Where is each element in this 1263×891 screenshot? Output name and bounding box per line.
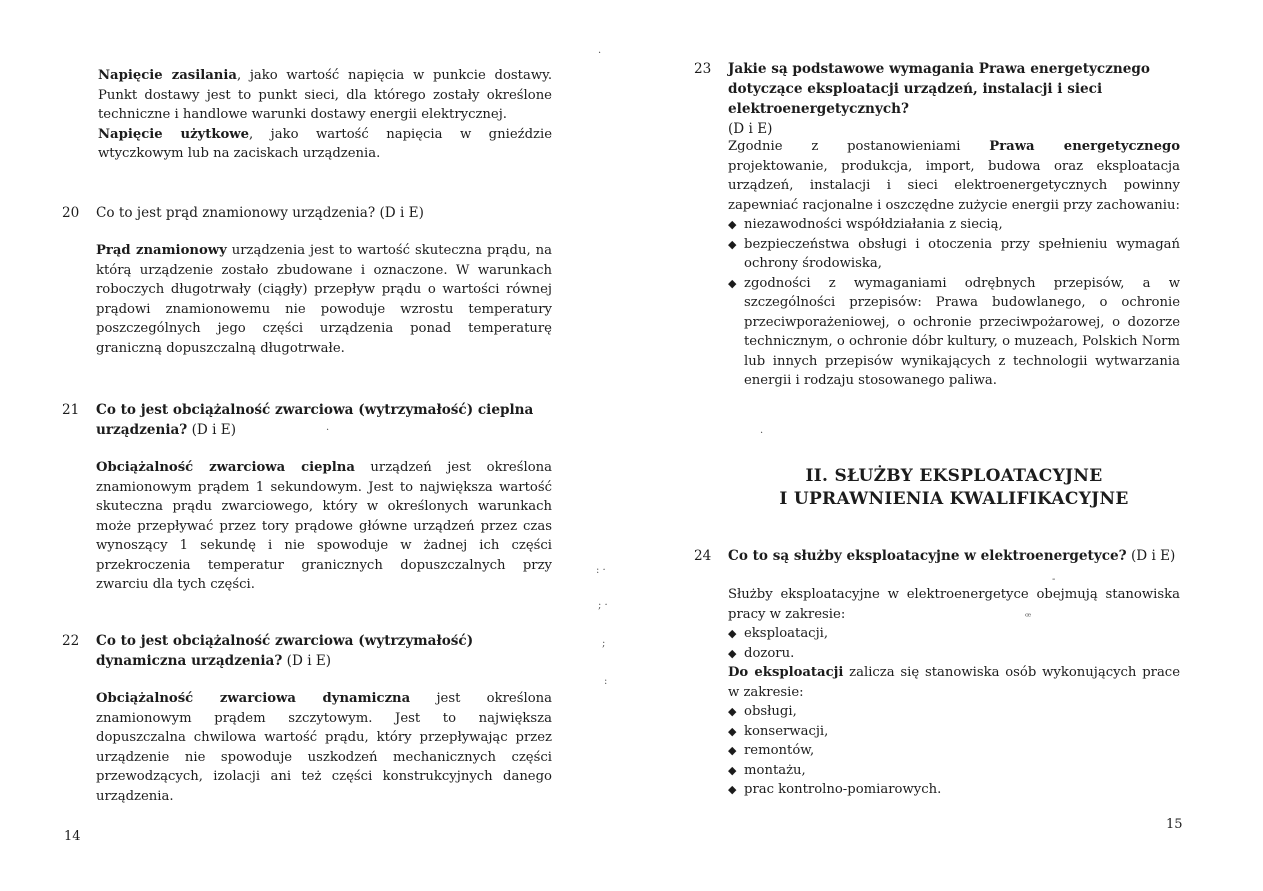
question-text: Co to są służby eksploatacyjne w elektroenergetyce? (728, 548, 1127, 564)
intro-text-2: , jako wartość napięcia w gnieździe wtyczkowym lub na zaciskach urządzenia. (98, 126, 552, 161)
question-23-answer (728, 137, 1180, 391)
question-21-title (62, 400, 552, 440)
list-item: ◆ bezpieczeństwa obsługi i otoczenia przy spełnieniu wymagań ochrony środowiska, (728, 235, 1180, 274)
question-number: 21 (62, 402, 80, 418)
answer-term: Obciążalność zwarciowa cieplna (96, 460, 355, 475)
answer-term: Do eksploatacji (728, 665, 844, 680)
answer-term: Prąd znamionowy (96, 243, 227, 258)
term-napiecie-uzytkowe: Napięcie użytkowe (98, 126, 249, 142)
section-heading (728, 465, 1180, 511)
question-24-answer (728, 585, 1180, 800)
scan-mark: - (1052, 574, 1056, 585)
scan-mark: ; · (598, 600, 608, 611)
question-22-answer (96, 689, 552, 806)
right-page (620, 0, 1263, 891)
question-20-title (62, 203, 556, 223)
question-code: (D i E) (728, 121, 773, 137)
section-heading-line-2: I UPRAWNIENIA KWALIFIKACYJNE (779, 489, 1129, 509)
scan-mark: : (604, 676, 608, 687)
answer-term: Obciążalność zwarciowa dynamiczna (96, 691, 411, 706)
question-text: Co to jest obciążalność zwarciowa (wytrzymałość) dynamiczna urządzenia? (96, 633, 474, 669)
list-item: ◆ zgodności z wymaganiami odrębnych przepisów, a w szczególności przepisów: Prawa budowlanego, o ochronie przeciwporażeniowej, o ochronie przeciwpożarowej, o dozorze technicznym, o ochronie dóbr kultury, o muzeach, Polskich Norm lub innych przepisów wynikających z technologii wytwarzania energii i rodzaju stosowanego paliwa. (728, 274, 1180, 391)
answer-text: jest określona znamionowym prądem szczytowym. Jest to największa dopuszczalna chwilowa wartość prądu, który przepływając przez urządzenie nie spowoduje uszkodzeń mechanicznych części przewodzących, izolacji ani też części konstrukcyjnych danego urządzenia. (96, 691, 552, 804)
list-item: ◆ remontów, (728, 741, 1180, 761)
scan-mark: ; (602, 638, 606, 649)
work-scope-list (728, 702, 1180, 800)
service-types-list (728, 624, 1180, 663)
question-number: 24 (694, 548, 712, 564)
answer-text: zalicza się stanowiska osób wykonujących prace w zakresie: (728, 665, 1180, 700)
intro-text-1: , jako wartość napięcia w punkcie dostawy. Punkt dostawy jest to punkt sieci, dla którego zostały określone techniczne i handlowe warunki dostawy energii elektrycznej. (98, 68, 553, 122)
list-item: ◆ konserwacji, (728, 722, 1180, 742)
intro-paragraph (98, 66, 552, 164)
list-item: ◆ niezawodności współdziałania z siecią, (728, 215, 1180, 235)
scan-mark: ꟹ (1025, 612, 1032, 623)
scan-mark: · (760, 428, 764, 439)
term-napiecie-zasilania: Napięcie zasilania (98, 68, 237, 83)
page-number-right: 15 (1166, 817, 1183, 832)
question-text: Co to jest prąd znamionowy urządzenia? (D i E) (96, 205, 424, 221)
requirements-list (728, 215, 1180, 391)
list-item: ◆ prac kontrolno-pomiarowych. (728, 780, 1180, 800)
question-22-title (62, 631, 552, 671)
question-number: 22 (62, 633, 80, 649)
answer-term: Prawa energetycznego (989, 139, 1181, 154)
question-number: 23 (694, 61, 712, 77)
answer-intro: Służby eksploatacyjne w elektroenergetyce obejmują stanowiska pracy w zakresie: (728, 587, 1180, 622)
list-item: ◆ dozoru. (728, 644, 1180, 664)
question-text: Jakie są podstawowe wymagania Prawa energetycznego dotyczące eksploatacji urządzeń, instalacji i sieci elektroenergetycznych? (728, 61, 1150, 117)
answer-intro-pre: Zgodnie z postanowieniami (728, 139, 990, 154)
scan-mark: · (598, 48, 602, 59)
answer-intro-rest: projektowanie, produkcja, import, budowa oraz eksploatacja urządzeń, instalacji i sieci elektroenergetycznych powinny zapewniać racjonalne i oszczędne zużycie energii przy zachowaniu: (728, 158, 1180, 213)
question-text: Co to jest obciążalność zwarciowa (wytrzymałość) cieplna urządzenia? (96, 402, 534, 438)
question-21-answer (96, 458, 552, 595)
question-20-answer (96, 241, 552, 358)
question-code: (D i E) (187, 422, 237, 438)
list-item: ◆ obsługi, (728, 702, 1180, 722)
list-item: ◆ montażu, (728, 761, 1180, 781)
section-heading-line-1: II. SŁUŻBY EKSPLOATACYJNE (805, 466, 1103, 486)
scan-mark: : · (596, 565, 606, 576)
question-code: (D i E) (1126, 548, 1176, 564)
question-24-title (694, 546, 1182, 566)
scan-mark: · (326, 425, 330, 436)
eksploatacja-paragraph (728, 663, 1180, 702)
answer-text: urządzeń jest określona znamionowym prądem 1 sekundowym. Jest to największa wartość skutecznа prądu zwarciowego, który w określonych warunkach może przepływać przez tory prądowe główne urządzeń przez czas wynoszący 1 sekundę i nie spowoduje w żadnej ich części przekroczenia temperatur granicznych dopuszczalnych przy zwarciu dla tych części. (96, 460, 553, 592)
answer-text: urządzenia jest to wartość skuteczna prądu, na którą urządzenie zostało zbudowane i oznaczone. W warunkach roboczych długotrwały (ciągły) przepływ prądu o wartości równej prądowi znamionowemu nie powoduje wzrostu temperatury poszczególnych jego części urządzenia ponad temperaturę graniczną dopuszczalną długotrwałe. (96, 243, 552, 356)
question-23-title (694, 59, 1182, 139)
question-code: (D i E) (282, 653, 332, 669)
question-number: 20 (62, 205, 80, 221)
list-item: ◆ eksploatacji, (728, 624, 1180, 644)
page-number-left: 14 (64, 829, 81, 844)
left-page (0, 0, 620, 891)
